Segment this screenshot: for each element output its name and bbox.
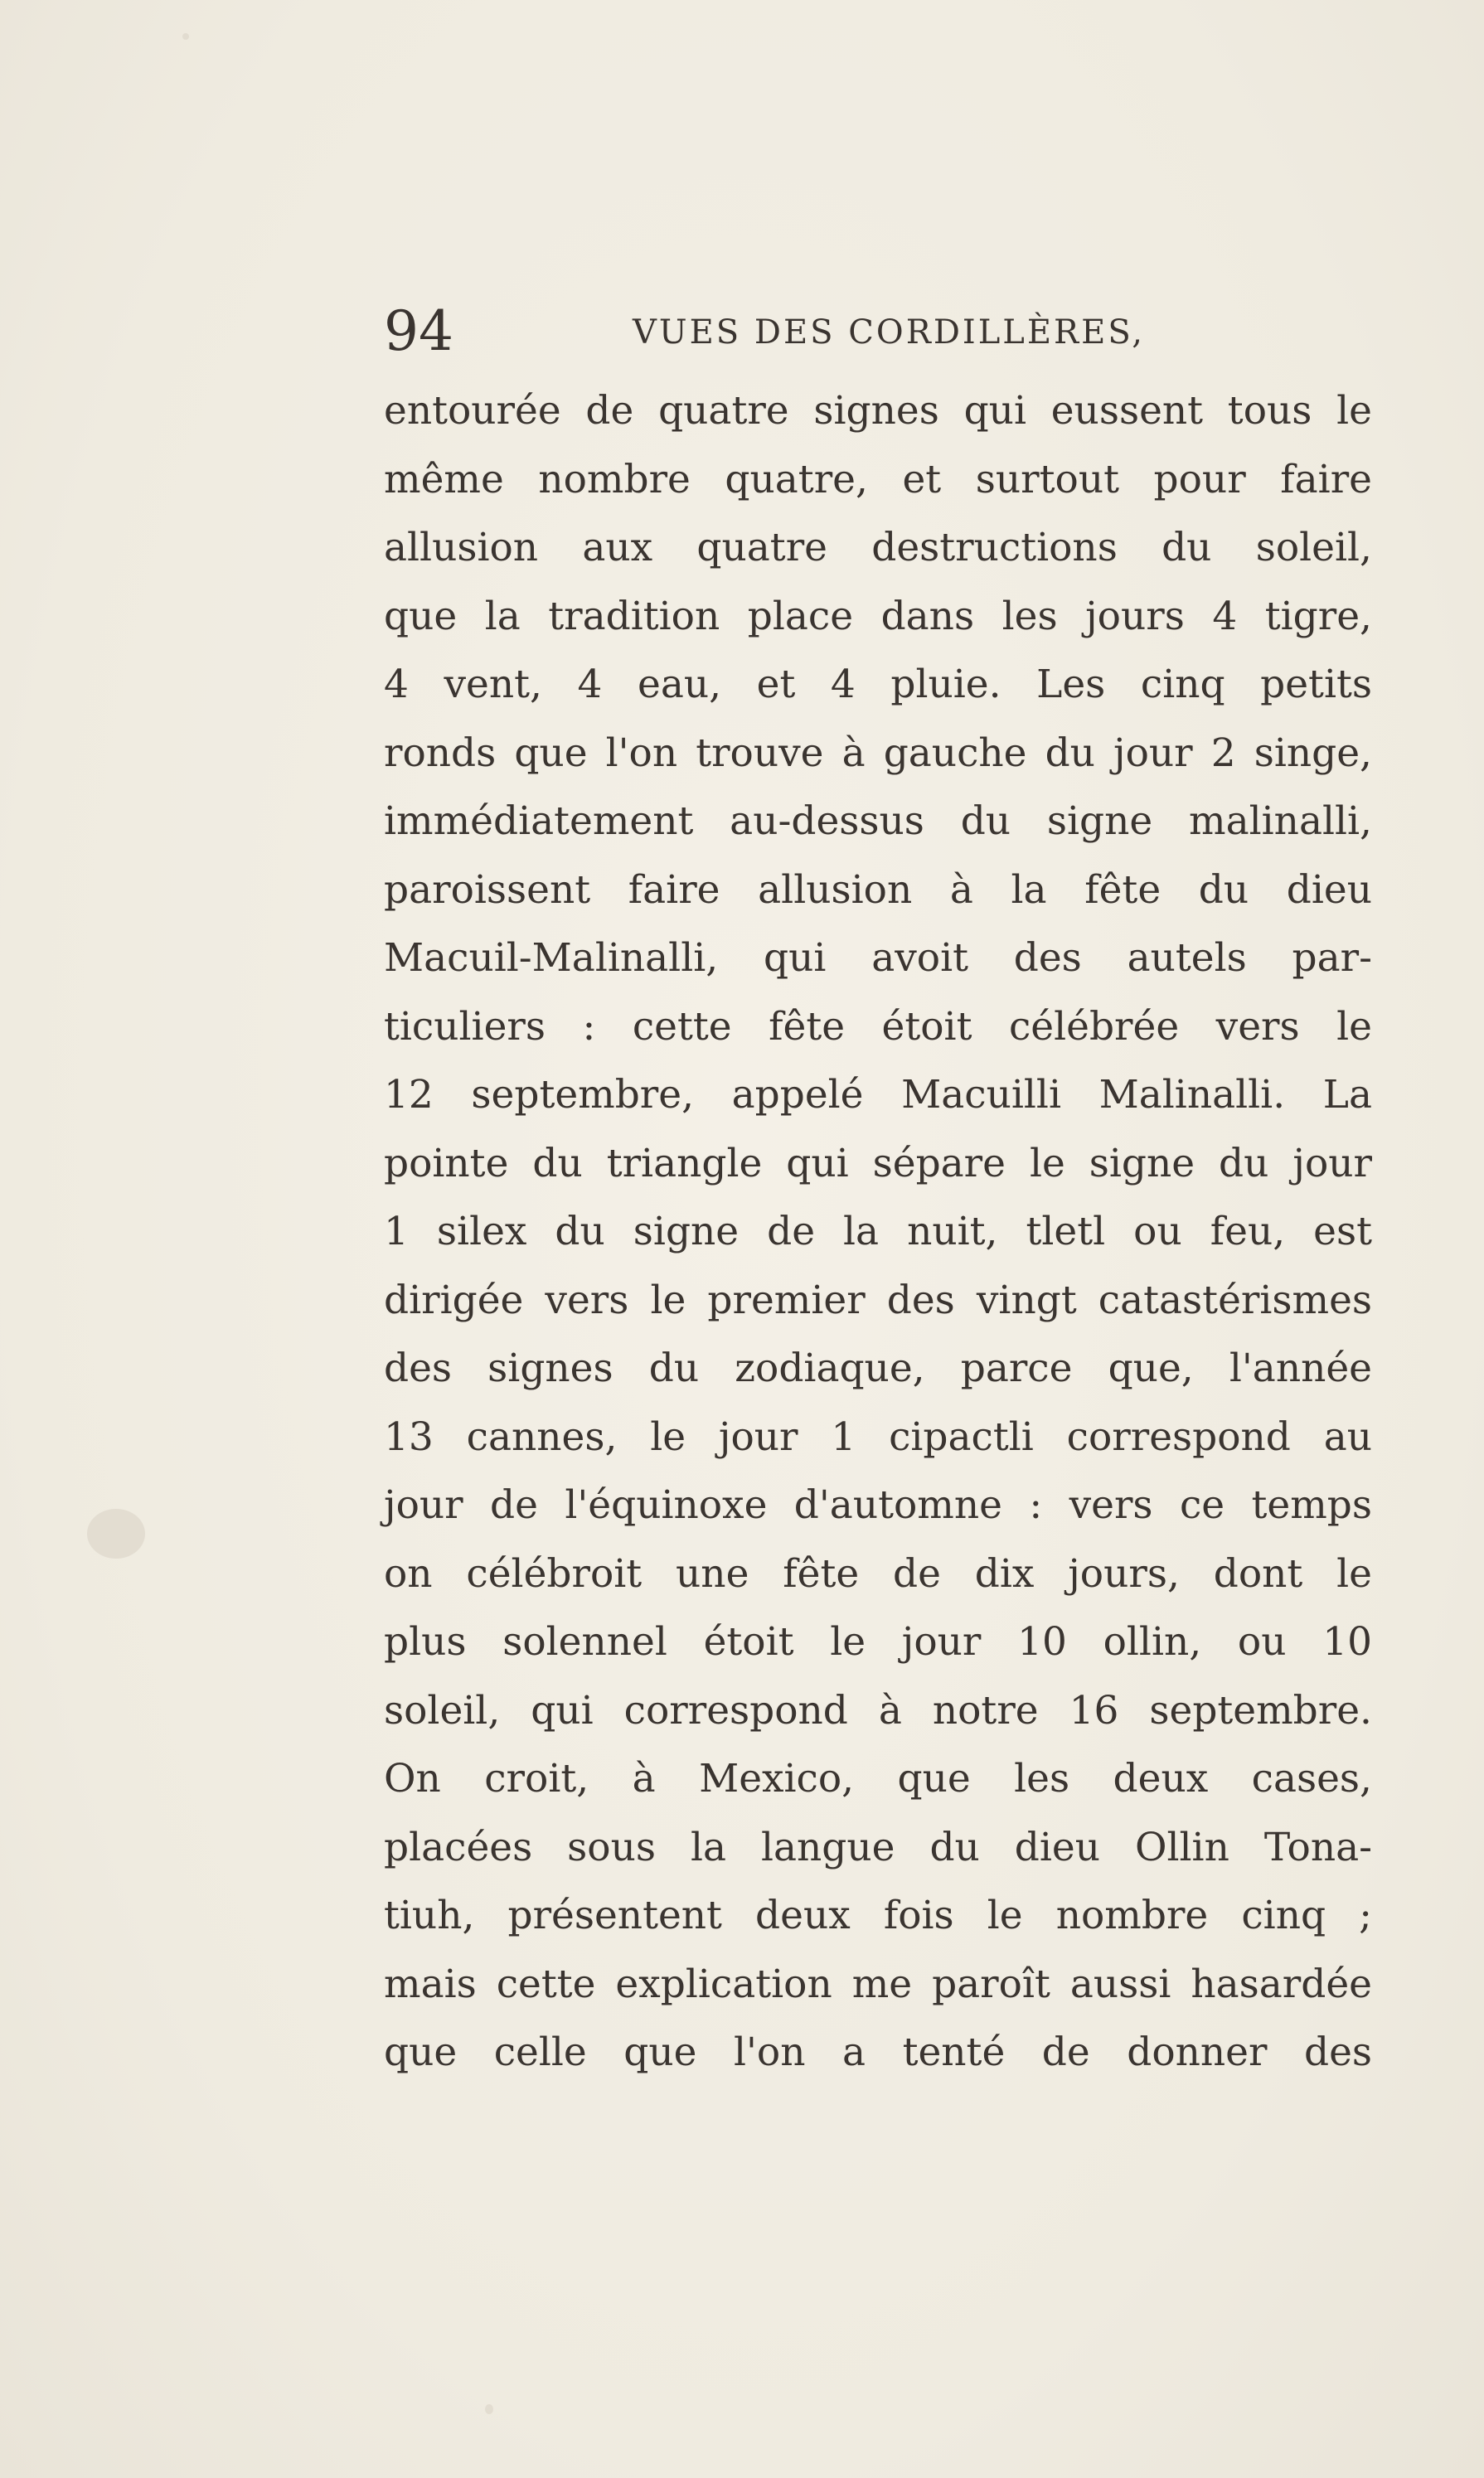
text-line: allusion aux quatre destructions du soleil, bbox=[384, 525, 1372, 570]
text-line: jour de l'équinoxe d'automne : vers ce temps bbox=[384, 1482, 1372, 1528]
text-line: tiuh, présentent deux fois le nombre cinq ; bbox=[384, 1893, 1372, 1938]
text-line: immédiatement au-dessus du signe malinalli, bbox=[384, 798, 1372, 844]
text-line: placées sous la langue du dieu Ollin Tona- bbox=[384, 1824, 1372, 1870]
text-line: ronds que l'on trouve à gauche du jour 2 singe, bbox=[384, 730, 1372, 776]
text-line: que celle que l'on a tenté de donner des bbox=[384, 2029, 1372, 2075]
text-line: soleil, qui correspond à notre 16 septembre. bbox=[384, 1687, 1372, 1734]
paper-stain bbox=[485, 2404, 493, 2414]
text-line: 12 septembre, appelé Macuilli Malinalli. La bbox=[384, 1072, 1372, 1118]
text-line: On croit, à Mexico, que les deux cases, bbox=[384, 1756, 1372, 1802]
text-line: 13 cannes, le jour 1 cipactli correspond au bbox=[384, 1414, 1372, 1460]
running-title: VUES DES CORDILLÈRES, bbox=[633, 313, 1146, 352]
text-line: 1 silex du signe de la nuit, tletl ou feu, est bbox=[384, 1209, 1372, 1254]
text-line: ticuliers : cette fête étoit célébrée vers le bbox=[384, 1003, 1372, 1050]
text-line: plus solennel étoit le jour 10 ollin, ou 10 bbox=[384, 1619, 1372, 1665]
text-line: entourée de quatre signes qui eussent tous le bbox=[384, 388, 1372, 434]
text-line: pointe du triangle qui sépare le signe du jour bbox=[384, 1140, 1372, 1186]
text-line: paroissent faire allusion à la fête du dieu bbox=[384, 866, 1372, 913]
text-line: Macuil-Malinalli, qui avoit des autels par- bbox=[384, 935, 1372, 981]
paper-stain bbox=[87, 1509, 145, 1559]
text-line: mais cette explication me paroît aussi hasardée bbox=[384, 1961, 1372, 2007]
text-line: que la tradition place dans les jours 4 tigre, bbox=[384, 593, 1372, 639]
page-number: 94 bbox=[384, 299, 453, 363]
page-header bbox=[384, 294, 1379, 369]
text-line: on célébroit une fête de dix jours, dont le bbox=[384, 1550, 1372, 1597]
text-line: des signes du zodiaque, parce que, l'année bbox=[384, 1346, 1372, 1391]
text-line: dirigée vers le premier des vingt catastérismes bbox=[384, 1277, 1372, 1323]
text-line: même nombre quatre, et surtout pour faire bbox=[384, 456, 1372, 502]
paper-stain bbox=[182, 33, 189, 40]
text-line: 4 vent, 4 eau, et 4 pluie. Les cinq petits bbox=[384, 662, 1372, 707]
body-text bbox=[384, 377, 1372, 2088]
